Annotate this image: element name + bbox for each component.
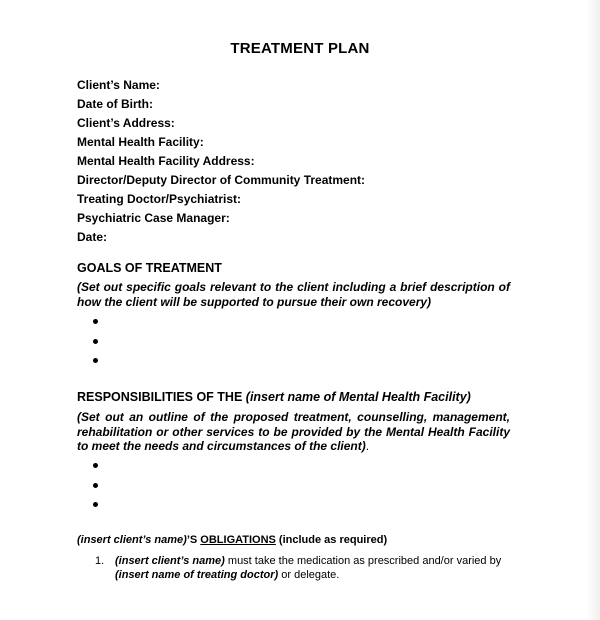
field-case-manager: Psychiatric Case Manager: (77, 211, 230, 225)
bullet-icon (93, 502, 98, 507)
responsibilities-instruction-end: . (365, 439, 370, 453)
bullet-icon (93, 463, 98, 468)
bullet-icon (93, 339, 98, 344)
obligation-text-part1: must take the medication as prescribed and/or varied by (224, 555, 502, 567)
obligation-text (115, 554, 525, 582)
responsibilities-instruction-text: (Set out an outline of the proposed treatment, counselling, management, rehabilitation or other services to be provided by the Mental Health Facility to meet the needs and circumstances of the client) (77, 410, 510, 453)
list-item (93, 351, 98, 371)
field-date: Date: (77, 230, 108, 244)
obligation-doctor-placeholder: (insert name of treating doctor) (115, 569, 279, 581)
obligations-heading (77, 534, 387, 546)
responsibilities-heading-prefix: RESPONSIBILITIES OF THE (77, 390, 246, 404)
obligation-number: 1. (95, 555, 105, 567)
obligations-label: OBLIGATIONS (200, 534, 276, 546)
field-date-of-birth: Date of Birth: (77, 97, 153, 111)
goals-bullet-list (93, 312, 98, 371)
bullet-icon (93, 483, 98, 488)
field-mental-health-facility: Mental Health Facility: (77, 135, 204, 149)
obligations-client-placeholder: (insert client’s name) (77, 534, 187, 546)
list-item (93, 332, 98, 352)
field-client-address: Client’s Address: (77, 116, 175, 130)
bullet-icon (93, 319, 98, 324)
client-details-fields (77, 76, 365, 247)
obligations-suffix: (include as required) (275, 534, 388, 546)
obligation-text-part2: or delegate. (278, 569, 340, 581)
field-client-name: Client’s Name: (77, 78, 160, 92)
list-item (93, 495, 98, 515)
list-item (93, 476, 98, 496)
field-director: Director/Deputy Director of Community Treatment: (77, 173, 366, 187)
obligations-possessive: ’S (186, 534, 201, 546)
goals-instruction: (Set out specific goals relevant to the client including a brief description of how the client will be supported to pursue their own recovery) (77, 280, 510, 309)
goals-heading: GOALS OF TREATMENT (77, 261, 222, 275)
page-edge-shadow (586, 0, 600, 620)
responsibilities-instruction (77, 410, 510, 454)
responsibilities-heading (77, 390, 471, 404)
bullet-icon (93, 358, 98, 363)
document-title: TREATMENT PLAN (230, 40, 370, 57)
obligation-client-placeholder: (insert client’s name) (115, 555, 225, 567)
responsibilities-bullet-list (93, 456, 98, 515)
field-facility-address: Mental Health Facility Address: (77, 154, 255, 168)
responsibilities-heading-placeholder: (insert name of Mental Health Facility) (245, 390, 471, 404)
field-treating-doctor: Treating Doctor/Psychiatrist: (77, 192, 242, 206)
list-item (93, 312, 98, 332)
list-item (93, 456, 98, 476)
